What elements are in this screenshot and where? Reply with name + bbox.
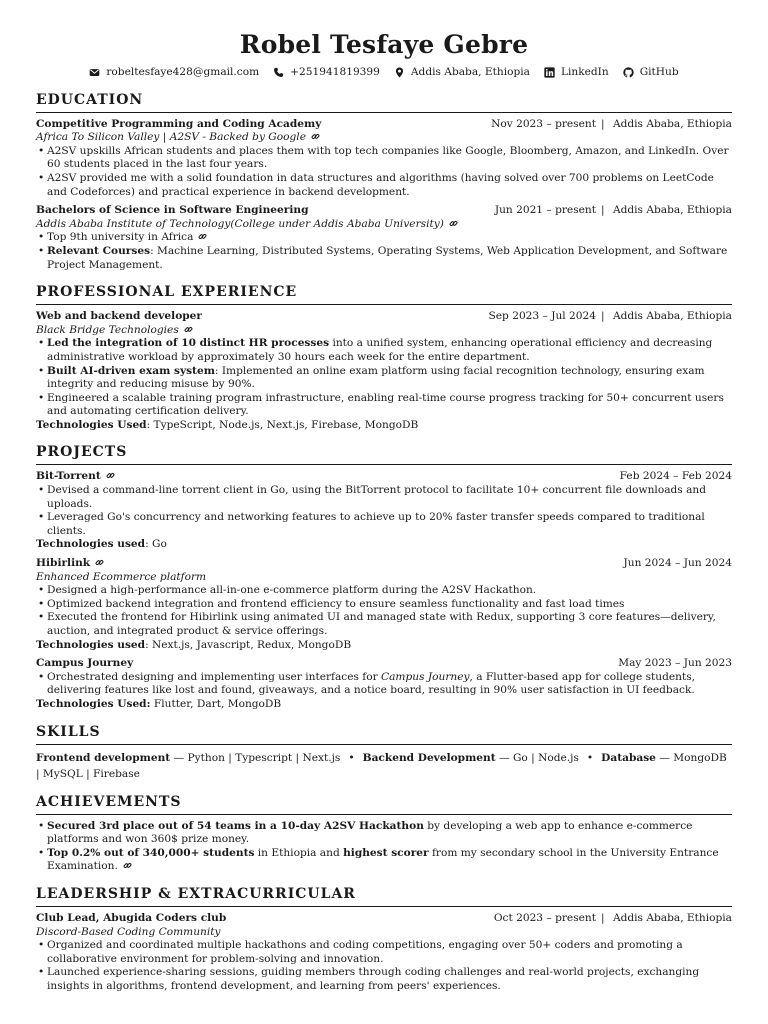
link-icon[interactable] xyxy=(123,861,132,870)
leadership-entry: Club Lead, Abugida Coders club Oct 2023 – present | Addis Ababa, Ethiopia Discord-Based Coding Community • Organized and coordinated multiple hackathons and coding competitions, engaging over 50+ coders and promoting a collaborative environment for problem-solving and innovation. • Launched experience-sharing sessions, guiding members through coding challenges and real-world projects, exchanging insights in algorithms, frontend development, and learning from peers' experiences. xyxy=(36,912,732,994)
list-item: • Launched experience-sharing sessions, guiding members through coding challenges and real-world projects, exchanging insights in algorithms, frontend development, and learning from peers' experiences. xyxy=(47,966,732,993)
entry-bullets xyxy=(36,231,732,272)
list-item xyxy=(47,671,732,698)
experience-entry: Web and backend developer Sep 2023 – Jul 2024 | Addis Ababa, Ethiopia Black Bridge Technologies • Led the integration of 10 distinct HR processes into a unified system, enhancing operational efficiency and decreasing administrative workload by approximately 30 hours each week for the entire department. • Built AI-driven exam system: Implemented an online exam platform using facial recognition technology, ensuring exam integrity and reducing misuse by 90%. • Engineered a scalable training program infrastructure, enabling real-time course progress tracking for 50+ concurrent users and automating certification delivery. Technologies Used: TypeScript, Node.js, Next.js, Firebase, MongoDB xyxy=(36,310,732,432)
skill-group-label: Backend Development xyxy=(362,751,496,764)
skill-group-label: Database xyxy=(601,751,656,764)
skill-group-label: Frontend development xyxy=(36,751,171,764)
phone-contact[interactable] xyxy=(273,66,380,80)
entry-subtitle: Africa To Silicon Valley | A2SV - Backed by Google xyxy=(36,131,306,144)
entry-subtitle: Addis Ababa Institute of Technology(College under Addis Ababa University) xyxy=(36,217,444,230)
tech-list: : TypeScript, Node.js, Next.js, Firebase, MongoDB xyxy=(146,418,419,431)
leadership-section xyxy=(36,886,732,994)
tech-list: : Go xyxy=(145,538,167,551)
tech-label: Technologies Used: xyxy=(36,697,151,710)
candidate-name: Robel Tesfaye Gebre xyxy=(239,30,529,59)
section-title: LEADERSHIP & EXTRACURRICULAR xyxy=(36,886,732,907)
entry-bullets xyxy=(36,584,732,638)
bullet-text: : Implemented an online exam platform using facial recognition technology, ensuring exam integrity and reducing misuse by 90%. xyxy=(47,364,705,391)
skill-group-items: — Go | Node.js xyxy=(495,751,579,764)
entry-date: Feb 2024 – Feb 2024 xyxy=(619,470,732,483)
list-item xyxy=(47,820,732,847)
link-icon[interactable] xyxy=(198,232,207,241)
section-title: ACHIEVEMENTS xyxy=(36,794,732,815)
list-item: • Leveraged Go's concurrency and networking features to achieve up to 20% faster transfer speeds compared to traditional clients. xyxy=(47,511,732,538)
list-item: • A2SV provided me with a solid foundation in data structures and algorithms (having solved over 700 problems on LeetCode and Codeforces) and practical experience in backend development. xyxy=(47,172,732,199)
entry-title: Hibirlink xyxy=(36,557,91,570)
phone-text: +251941819399 xyxy=(290,66,380,78)
bullet-text: , a Flutter-based app for college students, delivering features like lost and found, giveaways, and a notice board, resulting in 90% user satisfaction in UI feedback. xyxy=(47,670,696,697)
list-item xyxy=(47,245,732,272)
link-icon[interactable] xyxy=(449,219,458,228)
entry-date: Nov 2023 – present xyxy=(491,117,596,130)
list-item xyxy=(47,337,732,364)
list-item: • Devised a command-line torrent client in Go, using the BitTorrent protocol to facilitate 10+ concurrent file downloads and uploads. xyxy=(47,484,732,511)
list-item xyxy=(47,847,732,874)
link-icon[interactable] xyxy=(184,325,193,334)
entry-subtitle: Discord-Based Coding Community xyxy=(36,925,221,938)
entry-location: Addis Ababa, Ethiopia xyxy=(612,117,732,130)
tech-label: Technologies used xyxy=(36,538,146,551)
contact-bar xyxy=(36,66,732,80)
entry-location: Addis Ababa, Ethiopia xyxy=(612,911,732,924)
entry-title: Web and backend developer xyxy=(36,310,202,323)
experience-section xyxy=(36,284,732,432)
skills-list: Frontend development — Python | Typescript | Next.js • Backend Development — Go | Node.js • Database — MongoDB | MySQL | Firebase xyxy=(36,751,727,780)
tech-list: Flutter, Dart, MongoDB xyxy=(150,697,282,710)
link-icon[interactable] xyxy=(106,471,115,480)
entry-title: Competitive Programming and Coding Academy xyxy=(36,117,322,130)
achievement-bullets xyxy=(36,820,732,874)
list-item: • Engineered a scalable training program infrastructure, enabling real-time course progress tracking for 50+ concurrent users and automating certification delivery. xyxy=(47,392,732,419)
project-entry xyxy=(36,470,732,552)
bullet-text: into a unified system, enhancing operational efficiency and decreasing administrative workload by approximately 30 hours each week for the entire department. xyxy=(47,337,713,363)
entry-date: Oct 2023 – present xyxy=(493,911,596,924)
tech-list: : Next.js, Javascript, Redux, MongoDB xyxy=(145,638,352,651)
list-item xyxy=(47,365,732,392)
bullet-bold: Top 0.2% out of 340,000+ students xyxy=(47,846,255,859)
project-entry xyxy=(36,557,732,652)
entry-date: Sep 2023 – Jul 2024 xyxy=(488,310,596,323)
github-link[interactable] xyxy=(623,66,679,80)
list-item: • Optimized backend integration and frontend efficiency to ensure seamless functionality and fast load times xyxy=(47,598,732,612)
bullet-text: in Ethiopia and xyxy=(254,846,344,859)
entry-title: Bachelors of Science in Software Engineering xyxy=(36,204,309,217)
entry-location: Addis Ababa, Ethiopia xyxy=(612,310,732,323)
section-title: PROFESSIONAL EXPERIENCE xyxy=(36,284,732,305)
bullet-italic: Campus Journey xyxy=(381,670,470,683)
entry-date: May 2023 – Jun 2023 xyxy=(618,657,732,670)
entry-bullets xyxy=(36,671,732,698)
phone-icon xyxy=(273,67,284,78)
email-contact[interactable] xyxy=(89,66,259,80)
location-text: Addis Ababa, Ethiopia xyxy=(410,66,530,78)
bullet-bold: Led the integration of 10 distinct HR processes xyxy=(47,337,330,350)
bullet-text: : Machine Learning, Distributed Systems, Operating Systems, Web Application Development, and Software Project Management. xyxy=(47,244,728,271)
entry-title: Club Lead, Abugida Coders club xyxy=(36,911,227,924)
list-item xyxy=(47,231,732,245)
tech-label: Technologies used xyxy=(36,638,146,651)
email-text: robeltesfaye428@gmail.com xyxy=(106,66,260,78)
link-icon[interactable] xyxy=(311,132,320,141)
entry-bullets xyxy=(36,484,732,538)
entry-bullets xyxy=(36,145,732,199)
education-entry: Bachelors of Science in Software Engineering Jun 2021 – present | Addis Ababa, Ethiopia Addis Ababa Institute of Technology(College under Addis Ababa University) • Top 9th university in Africa • Relevant Courses: Machine Learning, Distributed Systems, Operating Systems, Web Application Development, and Software Project Management. xyxy=(36,204,732,272)
entry-date: Jun 2021 – present xyxy=(494,204,596,217)
entry-bullets xyxy=(36,337,732,419)
skills-section xyxy=(36,724,732,782)
section-title: PROJECTS xyxy=(36,444,732,465)
projects-section xyxy=(36,444,732,711)
bullet-text: Top 9th university in Africa xyxy=(47,231,194,244)
project-entry xyxy=(36,657,732,711)
education-entry: Competitive Programming and Coding Academy Nov 2023 – present | Addis Ababa, Ethiopia Africa To Silicon Valley | A2SV - Backed by Google • A2SV upskills African students and places them with top tech companies like Google, Bloomberg, Amazon, and LinkedIn. Over 60 students placed in the last four years. • A2SV provided me with a solid foundation in data structures and algorithms (having solved over 700 problems on LeetCode and Codeforces) and practical experience in backend development. xyxy=(36,118,732,200)
linkedin-text: LinkedIn xyxy=(560,66,609,78)
link-icon[interactable] xyxy=(95,558,104,567)
list-item: • Executed the frontend for Hibirlink using animated UI and managed state with Redux, supporting 3 core features—delivery, auction, and integrated product & service offerings. xyxy=(47,611,732,638)
section-title: SKILLS xyxy=(36,724,732,745)
list-item: • A2SV upskills African students and places them with top tech companies like Google, Bloomberg, Amazon, and LinkedIn. Over 60 students placed in the last four years. xyxy=(47,145,732,172)
envelope-icon xyxy=(89,67,100,78)
entry-location: Addis Ababa, Ethiopia xyxy=(612,204,732,217)
entry-bullets xyxy=(36,939,732,993)
list-item: • Designed a high-performance all-in-one e-commerce platform during the A2SV Hackathon. xyxy=(47,584,732,598)
bullet-bold: Secured 3rd place out of 54 teams in a 10-day A2SV Hackathon xyxy=(47,819,424,832)
github-icon xyxy=(623,67,634,78)
tech-label: Technologies Used xyxy=(36,418,147,431)
bullet-text: by developing a web app to enhance e-commerce platforms and won 360$ prize money. xyxy=(47,819,693,846)
list-item: • Organized and coordinated multiple hackathons and coding competitions, engaging over 50+ coders and promoting a collaborative environment for problem-solving and innovation. xyxy=(47,939,732,966)
skill-group-items: — Python | Typescript | Next.js xyxy=(170,751,341,764)
achievements-section xyxy=(36,794,732,874)
entry-subtitle: Enhanced Ecommerce platform xyxy=(36,570,207,583)
bullet-text: from my secondary school in the University Entrance Examination. xyxy=(47,846,719,873)
linkedin-icon xyxy=(544,67,555,78)
map-pin-icon xyxy=(394,67,405,78)
entry-title: Campus Journey xyxy=(36,657,134,670)
github-text: GitHub xyxy=(639,66,679,78)
entry-subtitle: Black Bridge Technologies xyxy=(36,323,179,336)
bullet-bold: Relevant Courses xyxy=(47,244,151,257)
bullet-bold: Built AI-driven exam system xyxy=(47,364,215,377)
bullet-bold: highest scorer xyxy=(343,846,429,859)
linkedin-link[interactable] xyxy=(544,66,609,80)
location-contact xyxy=(394,66,530,80)
section-title: EDUCATION xyxy=(36,92,732,113)
bullet-text: Orchestrated designing and implementing user interfaces for xyxy=(47,670,382,683)
education-section xyxy=(36,92,732,273)
skill-group-items: — MongoDB | MySQL | Firebase xyxy=(36,751,727,780)
entry-date: Jun 2024 – Jun 2024 xyxy=(623,557,732,570)
entry-title: Bit-Torrent xyxy=(36,470,101,483)
